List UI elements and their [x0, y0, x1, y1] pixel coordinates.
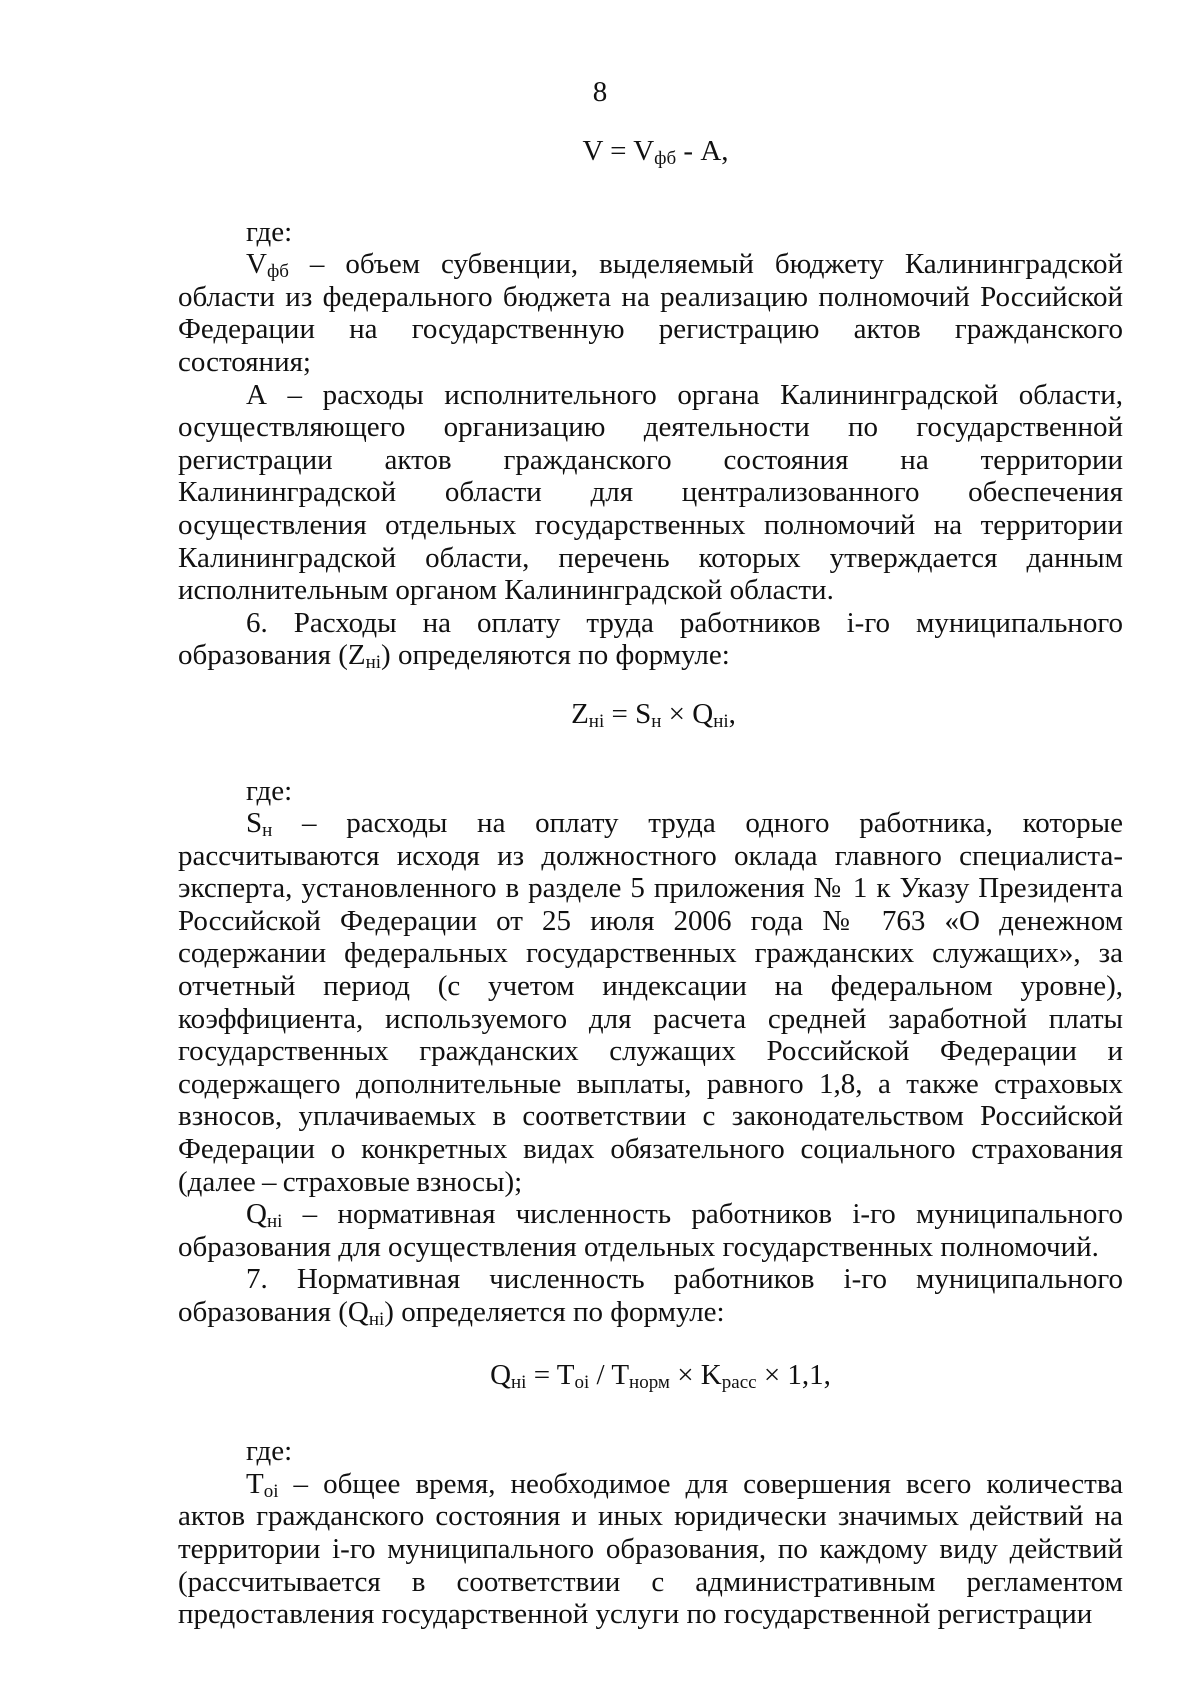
formula-q-t-sub: oi [574, 1371, 590, 1393]
formula-q-tn-sub: норм [629, 1371, 670, 1393]
paragraph-6-text-end: ) определяются по формуле: [381, 639, 730, 672]
formula-q-k-sub: расс [721, 1371, 757, 1393]
where-label-1: где: [246, 215, 293, 248]
paragraph-7-text: 7. Нормативная численность работников i-го муниципального образования (Q [178, 1263, 1123, 1328]
symbol-q: Q [246, 1198, 267, 1231]
definition-qni [178, 1198, 1123, 1263]
formula-q-k: × K [669, 1358, 722, 1391]
symbol-t: T [246, 1467, 264, 1500]
formula-v [178, 135, 1123, 168]
formula-q-tn: / T [589, 1358, 630, 1391]
symbol-s-sub: н [262, 820, 273, 842]
formula-z-z-sub: нi [588, 710, 605, 732]
formula-q [178, 1359, 1123, 1392]
paragraph-6-text: 6. Расходы на оплату труда работников i-го муниципального образования (Z [178, 606, 1123, 672]
paragraph-6-sub: нi [365, 652, 382, 674]
formula-v-rhs: - A, [676, 135, 729, 167]
symbol-q-sub: нi [266, 1211, 283, 1233]
symbol-v-sub: фб [266, 261, 289, 283]
formula-q-t: = T [526, 1358, 575, 1391]
formula-v-sub: фб [654, 148, 677, 169]
symbol-t-sub: oi [263, 1480, 279, 1502]
formula-q-q-sub: нi [511, 1371, 527, 1393]
formula-z-q: × Q [661, 697, 714, 730]
formula-q-end: × 1,1, [756, 1358, 831, 1391]
formula-v-lhs: V = V [582, 135, 655, 167]
paragraph-6 [178, 607, 1123, 672]
formula-q-q: Q [490, 1358, 512, 1391]
symbol-v: V [246, 248, 267, 281]
definition-a: А – расходы исполнительного органа Калининградской области, осуществляющего организацию деятельности по государственной регистрации актов гражданского состояния на территории Калининградской области для централизованного обеспечения осуществления отдельных государственных полномочий на территории Калининградской области, перечень которых утверждается данным исполнительным органом Калининградской области. [178, 378, 1123, 607]
definition-toi-text: – общее время, необходимое для совершения всего количества актов гражданского состояния и иных юридически значимых действий на территории i-го муниципального образования, по каждому виду действий (рассчитывается в соответствии с административным регламентом предоставления государственной услуги по государственной регистрации [178, 1467, 1123, 1631]
where-label-2: где: [246, 774, 293, 807]
formula-z-z: Z [571, 697, 589, 730]
definition-sn [178, 807, 1123, 1198]
formula-z-q-sub: нi [713, 710, 729, 732]
definition-sn-text: – расходы на оплату труда одного работника, которые рассчитываются исходя из должностного оклада главного специалиста-эксперта, установленного в разделе 5 приложения № 1 к Указу Президента Российской Федерации от 25 июля 2006 года № 763 «О денежном содержании федеральных государственных гражданских служащих», за отчетный период (с учетом индексации на федеральном уровне), коэффициента, используемого для расчета средней заработной платы государственных гражданских служащих Российской Федерации и содержащего дополнительные выплаты, равного 1,8, а также страховых взносов, уплачиваемых в соответствии с законодательством Российской Федерации о конкретных видах обязательного социального страхования (далее – страховые взносы); [178, 807, 1123, 1198]
formula-z [178, 698, 1123, 731]
paragraph-7 [178, 1263, 1123, 1328]
document-body [178, 135, 1123, 1631]
definition-vfb [178, 248, 1123, 378]
formula-z-s: = S [604, 697, 652, 730]
page-number: 8 [592, 76, 608, 108]
paragraph-7-text-end: ) определяется по формуле: [384, 1296, 725, 1328]
definition-vfb-text: – объем субвенции, выделяемый бюджету Калининградской области из федерального бюджета на реализацию полномочий Российской Федерации на государственную регистрацию актов гражданского состояния; [178, 248, 1123, 378]
definition-toi [178, 1468, 1123, 1631]
definition-qni-text: – нормативная численность работников i-го муниципального образования для осуществления отдельных государственных полномочий. [178, 1198, 1123, 1263]
formula-z-s-sub: н [651, 710, 662, 732]
where-label-3: где: [246, 1435, 293, 1468]
symbol-s: S [246, 807, 263, 840]
paragraph-7-sub: нi [368, 1309, 385, 1330]
formula-z-end: , [728, 697, 736, 730]
